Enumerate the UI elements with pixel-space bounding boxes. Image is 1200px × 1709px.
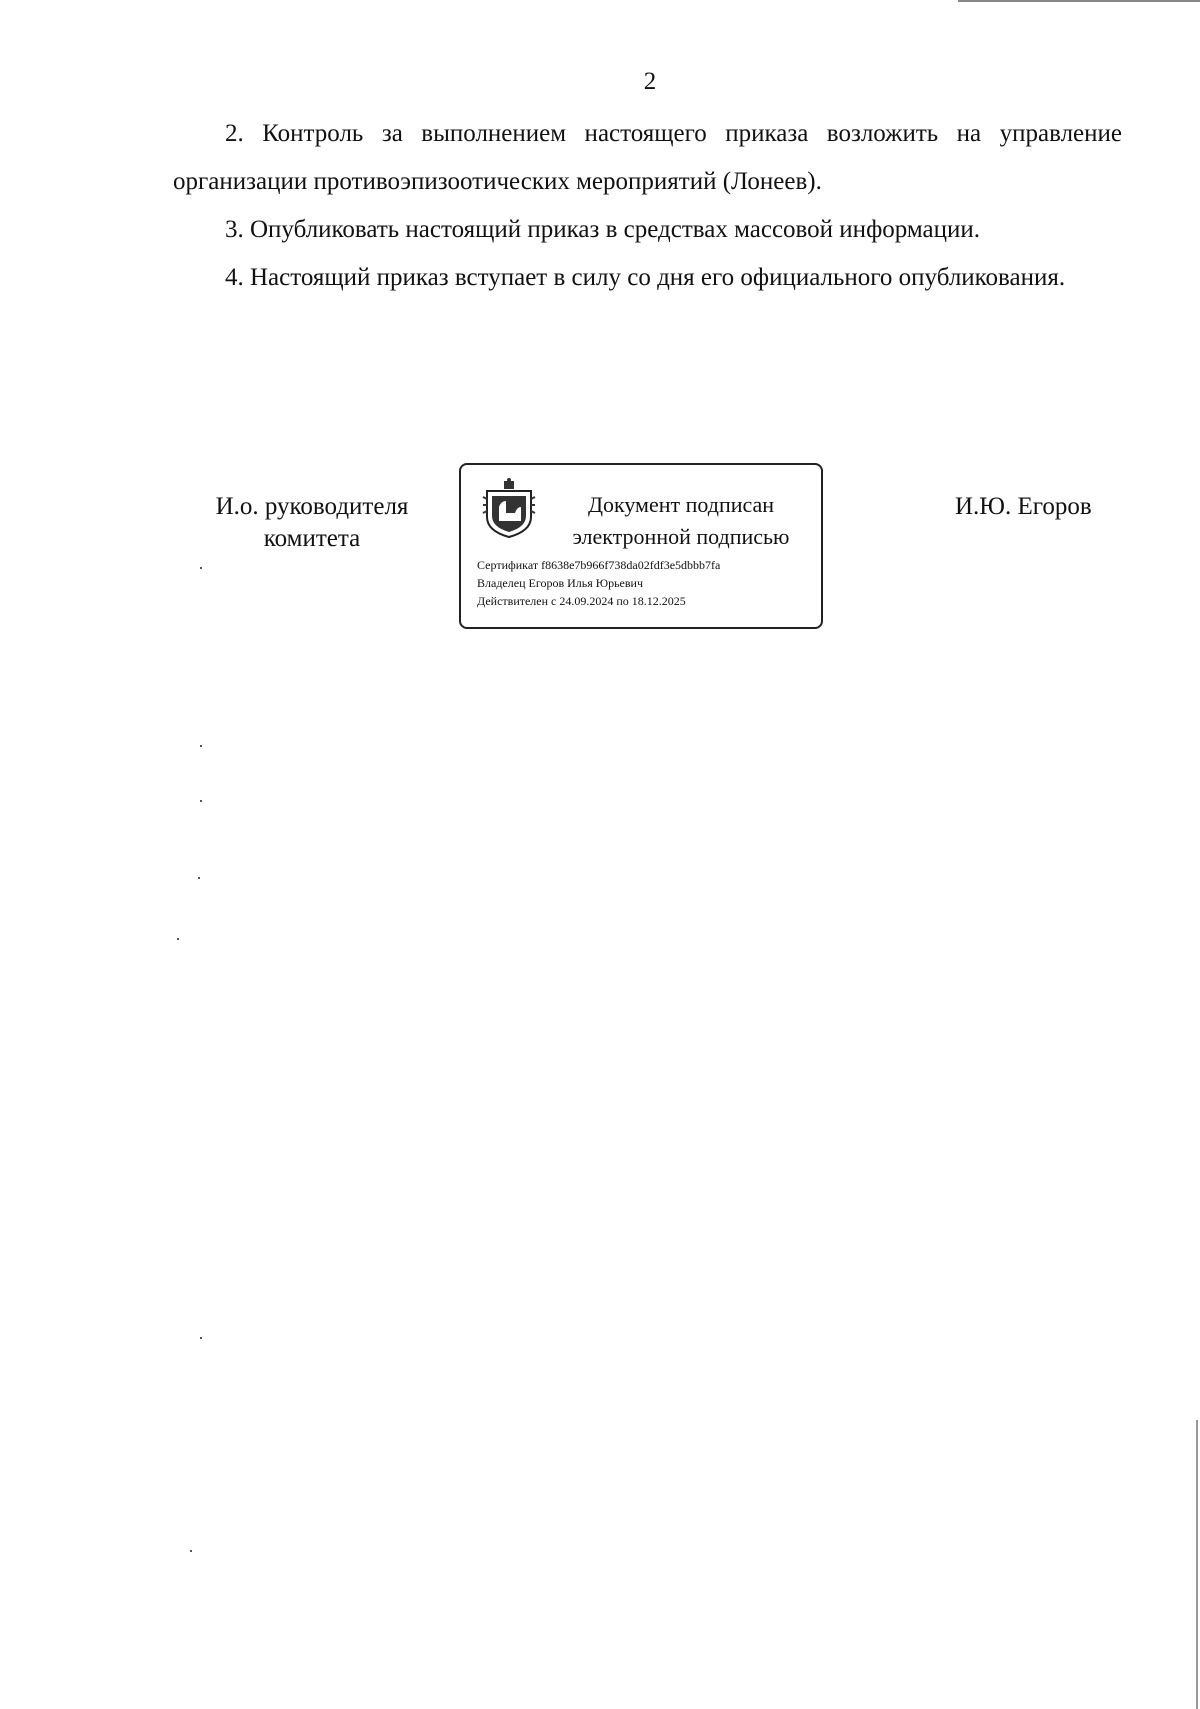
coat-of-arms-icon <box>479 477 539 539</box>
signer-position <box>192 491 432 555</box>
scan-dot <box>200 1337 202 1339</box>
scan-dot <box>190 1550 192 1552</box>
paragraph-control: 2. Контроль за выполнением настоящего приказа возложить на управление организации противоэпизоотических мероприятий (Лонеев). <box>173 120 1122 195</box>
scan-dot <box>200 567 202 569</box>
signer-position-line1: И.о. руководителя <box>215 493 409 520</box>
scan-dot <box>200 800 202 802</box>
stamp-title-line1: Документ подписан <box>587 492 775 517</box>
document-body <box>173 110 1122 302</box>
electronic-signature-stamp <box>459 463 823 629</box>
stamp-details <box>477 556 720 610</box>
stamp-title <box>556 489 806 553</box>
scan-edge-line-right <box>1196 1420 1198 1709</box>
scan-dot <box>200 745 202 747</box>
scan-dot <box>177 938 179 940</box>
stamp-title-line2: электронной подписью <box>572 524 790 549</box>
signer-position-line2: комитета <box>263 525 361 552</box>
stamp-validity: Действителен с 24.09.2024 по 18.12.2025 <box>477 594 686 608</box>
paragraph-effective: 4. Настоящий приказ вступает в силу со дня его официального опубликования. <box>225 264 1066 291</box>
scan-dot <box>198 877 200 879</box>
paragraph-publish: 3. Опубликовать настоящий приказ в средствах массовой информации. <box>225 216 981 243</box>
scan-edge-line-top <box>958 0 1200 2</box>
stamp-certificate: Сертификат f8638e7b966f738da02fdf3e5dbbb7fa <box>477 558 721 572</box>
page-number: 2 <box>643 68 657 95</box>
stamp-owner: Владелец Егоров Илья Юрьевич <box>477 576 644 590</box>
signer-name: И.Ю. Егоров <box>955 493 1092 520</box>
